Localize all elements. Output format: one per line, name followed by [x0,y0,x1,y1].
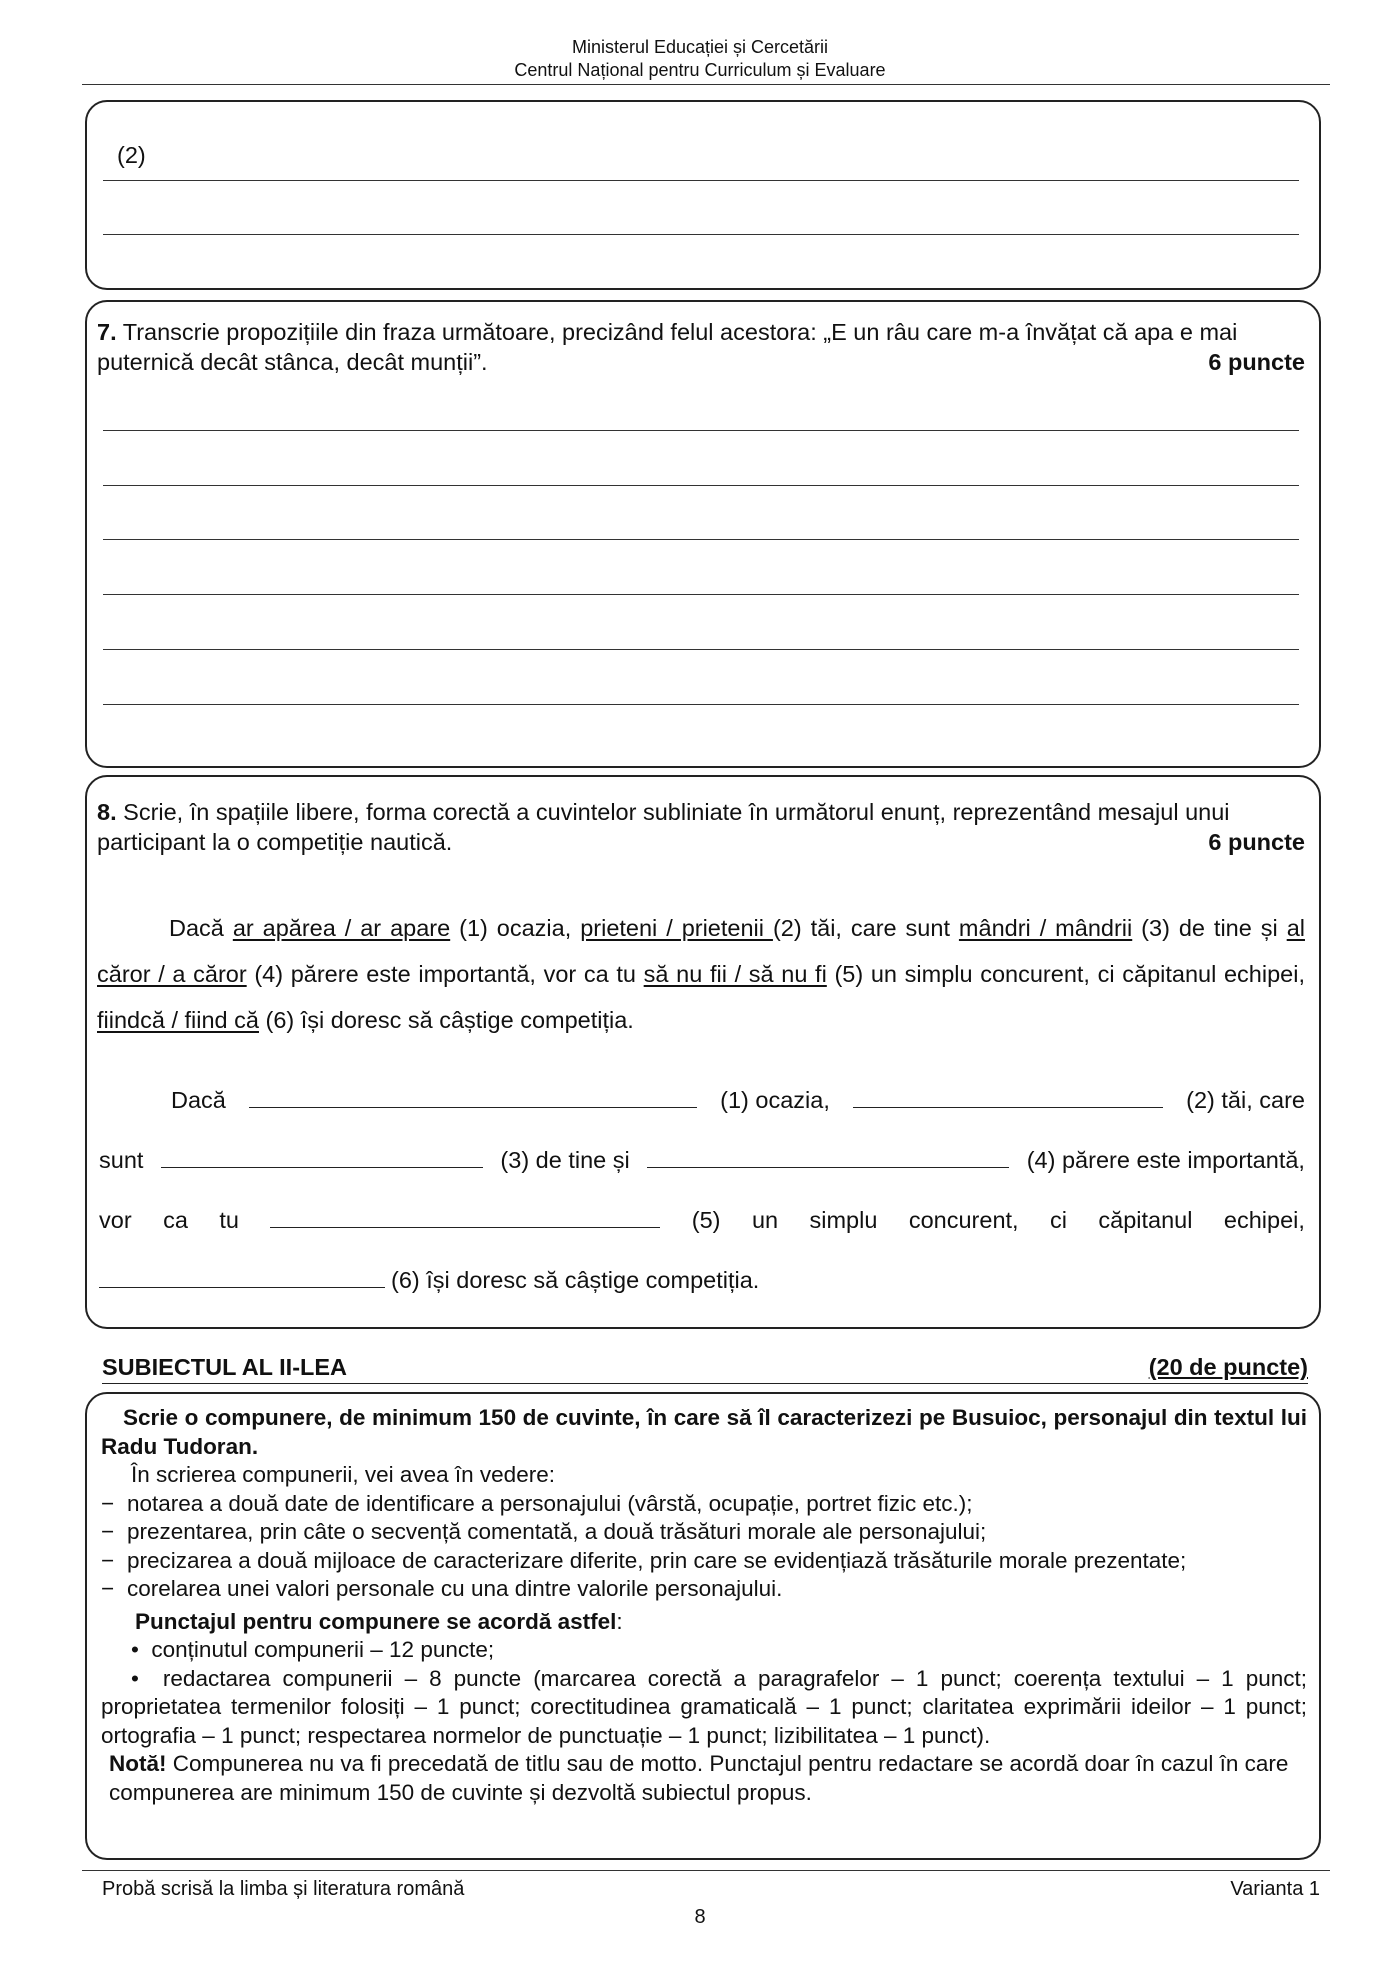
answer-line[interactable] [103,539,1299,540]
score-item-2: • redactarea compunerii – 8 puncte (marcarea corectă a paragrafelor – 1 punct; coerența textului – 1 punct; proprietatea termenilor folosiți – 1 punct; corectitudinea gramaticală – 1 punct; claritatea exprimării ideilor – 1 punct; ortografia – 1 punct; respectarea normelor de punctuație – 1 punct; lizibilitatea – 1 punct). [101,1665,1307,1748]
blank-6[interactable] [99,1265,385,1288]
essay-item-3: − precizarea a două mijloace de caracterizare diferite, prin care se evidențiază trăsăturile morale prezentate; [101,1547,1187,1573]
blank-3[interactable] [161,1145,483,1168]
underlined-word-5: să nu fii / să nu fi [643,961,827,987]
answer-line[interactable] [103,180,1299,181]
subject-2-points: (20 de puncte) [1148,1354,1308,1380]
answer-line[interactable] [103,485,1299,486]
underlined-word-6: fiindcă / fiind că [97,1007,259,1033]
blank-4[interactable] [647,1145,1009,1168]
question-8-text: 8. Scrie, în spațiile libere, forma corectă a cuvintelor subliniate în următorul enunț, reprezentând mesajul unui participant la o competiție nautică. 6 puncte [97,799,1305,855]
header-center: Centrul Național pentru Curriculum și Evaluare [514,60,886,80]
underlined-word-2: prieteni / prietenii [580,915,773,941]
score-title: Punctajul pentru compunere se acordă astfel: [135,1608,623,1634]
header-divider [82,84,1330,85]
answer-box-6-continued [85,100,1321,290]
score-item-1: • conținutul compunerii – 12 puncte; [131,1637,495,1662]
essay-item-2: − prezentarea, prin câte o secvență comentată, a două trăsături morale ale personajului; [101,1519,987,1544]
answer-label-2: (2) [117,142,146,168]
answer-line[interactable] [103,594,1299,595]
answer-line[interactable] [103,430,1299,431]
blank-2[interactable] [853,1085,1163,1108]
fill-row-2: sunt (3) de tine și (4) părere este importantă, [99,1147,1305,1173]
answer-line[interactable] [103,649,1299,650]
fill-row-4: (6) își doresc să câștige competiția. [99,1265,759,1294]
essay-consider: În scrierea compunerii, vei avea în vedere: [131,1462,555,1487]
essay-note: Notă! Compunerea nu va fi precedată de titlu sau de motto. Punctajul pentru redactare se acordă doar în cazul în care compunerea are minimum 150 de cuvinte și dezvoltă subiectul propus. [109,1751,1289,1805]
question-8-number: 8. [97,799,117,825]
question-8-box [85,775,1321,1329]
question-8-sentence: Dacă ar apărea / ar apare (1) ocazia, prieteni / prietenii (2) tăi, care sunt mândri / mândrii (3) de tine și al căror / a căror (4) părere este importantă, vor ca tu să nu fii / să nu fi (5) un simplu concurent, ci căpitanul echipei, fiindcă / fiind că (6) își doresc să câștige competiția. [97,915,1305,1033]
blank-5[interactable] [270,1205,660,1228]
underlined-word-3: mândri / mândrii [958,915,1133,941]
header-ministry: Ministerul Educației și Cercetării [571,37,829,57]
underlined-word-1: ar apărea / ar apare [232,915,451,941]
blank-1[interactable] [249,1085,697,1108]
page-number: 8 [694,1906,706,1928]
page-header [0,36,1400,82]
essay-box [85,1392,1321,1860]
answer-line[interactable] [103,704,1299,705]
question-7-number: 7. [97,319,117,345]
subject-2-title: SUBIECTUL AL II-LEA [102,1354,348,1380]
essay-item-1: − notarea a două date de identificare a personajului (vârstă, ocupație, portret fizic etc.); [101,1490,973,1516]
underlined-word-4: al căror / a căror [97,915,1305,987]
fill-row-1: Dacă (1) ocazia, (2) tăi, care [171,1087,1305,1113]
footer-variant: Varianta 1 [1230,1878,1320,1900]
question-7-points: 6 puncte [1208,349,1305,375]
essay-instructions: Scrie o compunere, de minimum 150 de cuvinte, în care să îl caracterizezi pe Busuioc, personajul din textul lui Radu Tudoran. În scrierea compunerii, vei avea în vedere: − notarea a două date de identificare a personajului (vârstă, ocupație, portret fizic etc.); − prezentarea, prin câte o secvență comentată, a două trăsături morale ale personajului; − precizarea a două mijloace de caracterizare diferite, prin care se evidențiază trăsăturile morale prezentate; − corelarea unei valori personale cu una dintre valorile personajului. Punctajul pentru compunere se acordă astfel: • conținutul compunerii – 12 puncte; • redactarea compunerii – 8 puncte (marcarea corectă a paragrafelor – 1 punct; coerența textului – 1 punct; proprietatea termenilor folosiți – 1 punct; corectitudinea gramaticală – 1 punct; claritatea exprimării ideilor – 1 punct; ortografia – 1 punct; respectarea normelor de punctuație – 1 punct; lizibilitatea – 1 punct). Notă! Compunerea nu va fi precedată de titlu sau de motto. Punctajul pentru redactare se acordă doar în cazul în care compunerea are minimum 150 de cuvinte și dezvoltă subiectul propus. [101,1404,1307,1807]
answer-line[interactable] [103,234,1299,235]
subject-2-heading [102,1354,1308,1384]
question-8-points: 6 puncte [1208,829,1305,855]
footer-divider [82,1870,1330,1871]
question-7-text: 7. Transcrie propozițiile din fraza următoare, precizând felul acestora: „E un râu care m-a învățat că apa e mai puternică decât stânca, decât munții”. 6 puncte [97,319,1305,375]
footer-exam-name: Probă scrisă la limba și literatura română [102,1878,465,1900]
fill-row-3: vor ca tu (5) un simplu concurent, ci căpitanul echipei, [99,1207,1305,1233]
question-7-box [85,300,1321,768]
essay-prompt: Scrie o compunere, de minimum 150 de cuvinte, în care să îl caracterizezi pe Busuioc, personajul din textul lui Radu Tudoran [101,1405,1307,1459]
essay-item-4: − corelarea unei valori personale cu una dintre valorile personajului. [101,1576,783,1601]
